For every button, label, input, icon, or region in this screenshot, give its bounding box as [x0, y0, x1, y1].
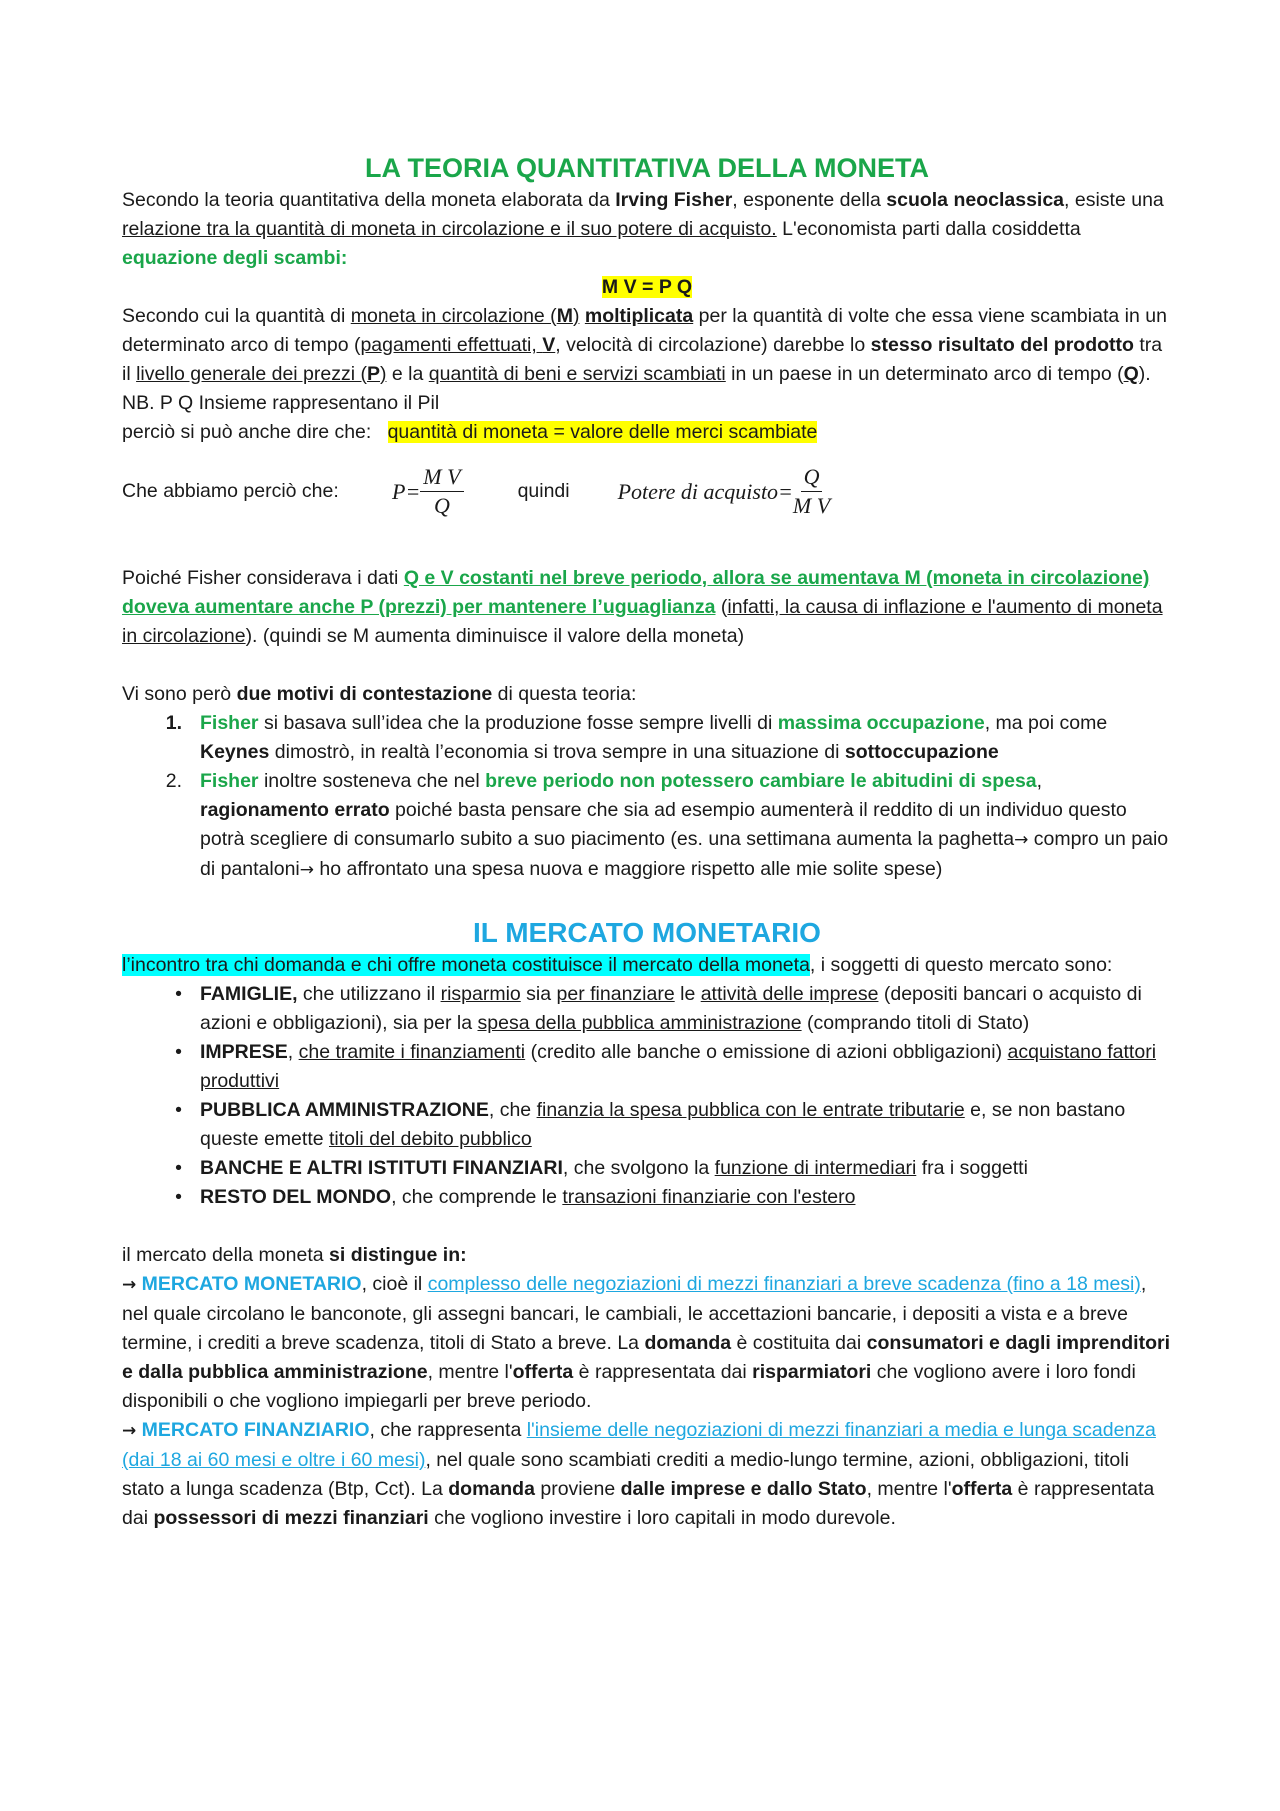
- bold-text: FAMIGLIE,: [200, 983, 298, 1005]
- text: L'economista parti dalla cosiddetta: [776, 218, 1081, 240]
- formula-price-fraction: [420, 463, 463, 520]
- list-item-text: [200, 980, 1172, 1038]
- list-item-text: [200, 1183, 1172, 1212]
- list-item-text: [200, 767, 1172, 885]
- text: inoltre sosteneva che nel: [258, 770, 486, 792]
- fraction-numerator: Q: [801, 463, 823, 492]
- bold-underlined-text: M: [556, 305, 573, 327]
- bold-underlined-text: V: [542, 334, 556, 356]
- text: , che rappresenta: [369, 1419, 527, 1441]
- text: tra il: [122, 334, 1163, 385]
- underlined-text: ): [379, 363, 387, 385]
- percio-line: [122, 418, 1172, 447]
- underlined-text: acquistano fattori produttivi: [200, 1041, 1157, 1092]
- list-item-text: [200, 1096, 1172, 1154]
- formula-row: [122, 447, 1172, 535]
- bold-text: Keynes: [200, 741, 270, 763]
- text: fra i soggetti: [916, 1157, 1028, 1179]
- paragraph-contestazione: [122, 680, 1172, 709]
- text: (credito alle banche o emissione di azioni obbligazioni): [525, 1041, 1008, 1063]
- text: , che: [488, 1099, 537, 1121]
- green-text: breve periodo non potessero cambiare le abitudini di spesa: [485, 770, 1037, 792]
- text: è rappresentata dai: [122, 1478, 1155, 1529]
- blue-bold-text: MERCATO FINANZIARIO: [136, 1419, 370, 1441]
- arrow-right-icon: →: [299, 860, 314, 880]
- bullet-icon: •: [175, 1157, 182, 1179]
- list-item: [122, 1154, 1172, 1183]
- green-text: Fisher: [200, 770, 259, 792]
- text: , esponente della: [732, 189, 887, 211]
- text: , nel quale circolano le banconote, gli assegni bancari, le cambiali, le accettazioni bancarie, i depositi a vista e a breve termine, i crediti a breve scadenza, titoli di Stato a breve. La: [122, 1273, 1147, 1354]
- bold-text: risparmiatori: [752, 1361, 872, 1383]
- text: e la: [386, 363, 429, 385]
- blue-underlined-text: l'insieme delle negoziazioni di mezzi finanziari a media e lunga scadenza (dai 18 ai 60 mesi e oltre i 60 mesi): [122, 1419, 1156, 1471]
- bold-text: offerta: [951, 1478, 1013, 1500]
- text: , nel quale sono scambiati crediti a medio-lungo termine, azioni, obbligazioni, titoli stato a lunga scadenza (Btp, Cct). La: [122, 1449, 1129, 1500]
- bold-underlined-text: P: [366, 363, 380, 385]
- underlined-text: funzione di intermediari: [714, 1157, 917, 1179]
- blue-underlined-text: complesso delle negoziazioni di mezzi finanziari a breve scadenza (fino a 18 mesi): [427, 1273, 1141, 1295]
- underlined-text: ): [572, 305, 580, 327]
- text: (comprando titoli di Stato): [801, 1012, 1030, 1034]
- spacer: [122, 535, 1172, 564]
- text: che vogliono investire i loro capitali in modo durevole.: [428, 1507, 896, 1529]
- arrow-right-icon: →: [122, 1421, 137, 1441]
- text: perciò si può anche dire che:: [122, 421, 388, 443]
- underlined-text: transazioni finanziarie con l'estero: [562, 1186, 856, 1208]
- underlined-text: spesa della pubblica amministrazione: [477, 1012, 802, 1034]
- text: ,: [1036, 770, 1043, 792]
- blue-bold-text: MERCATO MONETARIO: [136, 1273, 362, 1295]
- underlined-text: che tramite i finanziamenti: [298, 1041, 526, 1063]
- text: , velocità di circolazione) darebbe lo: [555, 334, 871, 356]
- underlined-text: finanzia la spesa pubblica con le entrate tributarie: [536, 1099, 965, 1121]
- text: compro un paio di pantaloni: [200, 828, 1169, 880]
- text: , che comprende le: [391, 1186, 563, 1208]
- text: ). (quindi se M aumenta diminuisce il valore della moneta): [245, 625, 745, 647]
- fraction-numerator: M V: [420, 463, 463, 492]
- bold-text: possessori di mezzi finanziari: [153, 1507, 429, 1529]
- underlined-text: relazione tra la quantità di moneta in circolazione e il suo potere di acquisto.: [122, 218, 777, 240]
- bullet-icon: •: [175, 1186, 182, 1208]
- underlined-text: infatti, la causa di inflazione e l'aumento di moneta in circolazione: [122, 596, 1163, 647]
- bold-text: due motivi di contestazione: [236, 683, 493, 705]
- green-text: massima occupazione: [777, 712, 985, 734]
- bold-text: ragionamento errato: [200, 799, 390, 821]
- text: è costituita dai: [731, 1332, 867, 1354]
- section-title-mercato: IL MERCATO MONETARIO: [473, 917, 821, 948]
- text: ,: [287, 1041, 299, 1063]
- text: per la quantità di volte che essa viene scambiata in un determinato arco di tempo (: [122, 305, 1167, 356]
- bold-text: domanda: [448, 1478, 535, 1500]
- bold-text: si distingue in:: [329, 1244, 467, 1266]
- text: e, se non bastano queste emette: [200, 1099, 1126, 1150]
- formula-price-lhs: P=: [392, 478, 421, 504]
- paragraph-mercato-intro: [122, 951, 1172, 980]
- underlined-text: moneta in circolazione (: [350, 305, 557, 327]
- text: che vogliono avere i loro fondi disponibili o che vogliono impiegarli per breve periodo.: [122, 1361, 1136, 1412]
- formula-label: Che abbiamo perciò che:: [122, 479, 339, 502]
- green-underlined-text: Q e V costanti nel breve periodo, allora se aumentava M (moneta in circolazione) doveva aumentare anche P (prezzi) per mantenere l’uguaglianza: [122, 567, 1150, 618]
- bold-text: domanda: [644, 1332, 732, 1354]
- text: è rappresentata dai: [573, 1361, 753, 1383]
- text: , i soggetti di questo mercato sono:: [809, 954, 1113, 976]
- bullet-icon: •: [175, 1099, 182, 1121]
- paragraph-mercato-monetario: [122, 1270, 1172, 1416]
- text: Poiché Fisher considerava i dati: [122, 567, 404, 589]
- formula-potere-lhs: Potere di acquisto=: [617, 478, 793, 504]
- paragraph-poiche: [122, 564, 1172, 651]
- list-item-text: [200, 1154, 1172, 1183]
- text: (: [715, 596, 728, 618]
- bold-text: RESTO DEL MONDO: [200, 1186, 392, 1208]
- contestazione-list: [122, 709, 1172, 885]
- paragraph-explain: [122, 302, 1172, 389]
- list-marker: 1.: [165, 712, 182, 734]
- text: di questa teoria:: [492, 683, 637, 705]
- list-item: [122, 1038, 1172, 1096]
- paragraph-distingue: [122, 1241, 1172, 1270]
- highlight-text: l’incontro tra chi domanda e chi offre moneta costituisce il mercato della moneta: [122, 954, 810, 976]
- bold-text: Irving Fisher: [615, 189, 733, 211]
- underlined-text: risparmio: [440, 983, 521, 1005]
- text: Secondo cui la quantità di: [122, 305, 351, 327]
- bold-text: stesso risultato del prodotto: [870, 334, 1134, 356]
- bold-underlined-text: moltiplicata: [584, 305, 694, 327]
- text: Secondo la teoria quantitativa della moneta elaborata da: [122, 189, 616, 211]
- bold-text: scuola neoclassica: [886, 189, 1065, 211]
- list-item: [122, 1183, 1172, 1212]
- spacer: [122, 651, 1172, 680]
- bold-text: dalle imprese e dallo Stato: [620, 1478, 867, 1500]
- arrow-right-icon: →: [122, 1275, 137, 1295]
- text: , mentre l': [866, 1478, 952, 1500]
- text: poiché basta pensare che sia ad esempio aumenterà il reddito di un individuo questo potrà scegliere di consumarlo subito a suo piacimento (es. una settimana aumenta la paghetta: [200, 799, 1127, 850]
- underlined-text: per finanziare: [556, 983, 675, 1005]
- text: (depositi bancari o acquisto di azioni e obbligazioni), sia per la: [200, 983, 1142, 1034]
- list-item: [122, 1096, 1172, 1154]
- text: dimostrò, in realtà l’economia si trova sempre in una situazione di: [269, 741, 845, 763]
- list-item: [122, 709, 1172, 767]
- bold-text: sottoccupazione: [844, 741, 999, 763]
- green-text: Fisher: [200, 712, 259, 734]
- text: , ma poi come: [984, 712, 1108, 734]
- underlined-text: quantità di beni e servizi scambiati: [428, 363, 726, 385]
- bold-text: consumatori e dagli imprenditori e dalla pubblica amministrazione: [122, 1332, 1170, 1383]
- underlined-text: attività delle imprese: [700, 983, 879, 1005]
- fraction-denominator: Q: [433, 492, 450, 518]
- text: proviene: [534, 1478, 621, 1500]
- list-item-text: [200, 709, 1172, 767]
- text: , cioè il: [361, 1273, 428, 1295]
- text: ).: [1138, 363, 1151, 385]
- formula-potere-fraction: [793, 463, 830, 520]
- bold-text: IMPRESE: [200, 1041, 288, 1063]
- spacer: [122, 885, 1172, 915]
- bold-underlined-text: Q: [1123, 363, 1139, 385]
- underlined-text: pagamenti effettuati,: [360, 334, 543, 356]
- list-item: [122, 767, 1172, 885]
- bullet-icon: •: [175, 983, 182, 1005]
- bold-text: PUBBLICA AMMINISTRAZIONE: [200, 1099, 489, 1121]
- section-title-teoria: LA TEORIA QUANTITATIVA DELLA MONETA: [365, 153, 929, 183]
- green-text: equazione degli scambi:: [122, 247, 348, 269]
- text: in un paese in un determinato arco di tempo (: [725, 363, 1124, 385]
- bullet-icon: •: [175, 1041, 182, 1063]
- list-item-text: [200, 1038, 1172, 1096]
- bold-text: offerta: [512, 1361, 574, 1383]
- text: , che svolgono la: [562, 1157, 715, 1179]
- equation-highlight: M V = P Q: [601, 276, 693, 298]
- text: , esiste una: [1064, 189, 1164, 211]
- bold-text: BANCHE E ALTRI ISTITUTI FINANZIARI: [200, 1157, 563, 1179]
- text: il mercato della moneta: [122, 1244, 330, 1266]
- equation-line: [122, 273, 1172, 302]
- text: che utilizzano il: [297, 983, 441, 1005]
- document-page: [122, 150, 1172, 1533]
- text: si basava sull’idea che la produzione fosse sempre livelli di: [258, 712, 778, 734]
- spacer: [122, 1212, 1172, 1241]
- fraction-denominator: M V: [792, 492, 831, 518]
- text: sia: [520, 983, 557, 1005]
- arrow-right-icon: →: [1014, 830, 1029, 850]
- list-item: [122, 980, 1172, 1038]
- text: Vi sono però: [122, 683, 237, 705]
- underlined-text: titoli del debito pubblico: [329, 1128, 532, 1150]
- text: le: [674, 983, 701, 1005]
- underlined-text: livello generale dei prezzi (: [136, 363, 367, 385]
- list-marker: 2.: [165, 770, 182, 792]
- highlight-text: quantità di moneta = valore delle merci scambiate: [387, 421, 818, 443]
- paragraph-mercato-finanziario: [122, 1416, 1172, 1533]
- text: , mentre l': [427, 1361, 513, 1383]
- quindi-text: quindi: [517, 479, 570, 502]
- nb-line: NB. P Q Insieme rappresentano il Pil: [122, 392, 440, 414]
- paragraph-intro: [122, 186, 1172, 273]
- soggetti-list: [122, 980, 1172, 1212]
- text: ho affrontato una spesa nuova e maggiore rispetto alle mie solite spese): [314, 858, 943, 880]
